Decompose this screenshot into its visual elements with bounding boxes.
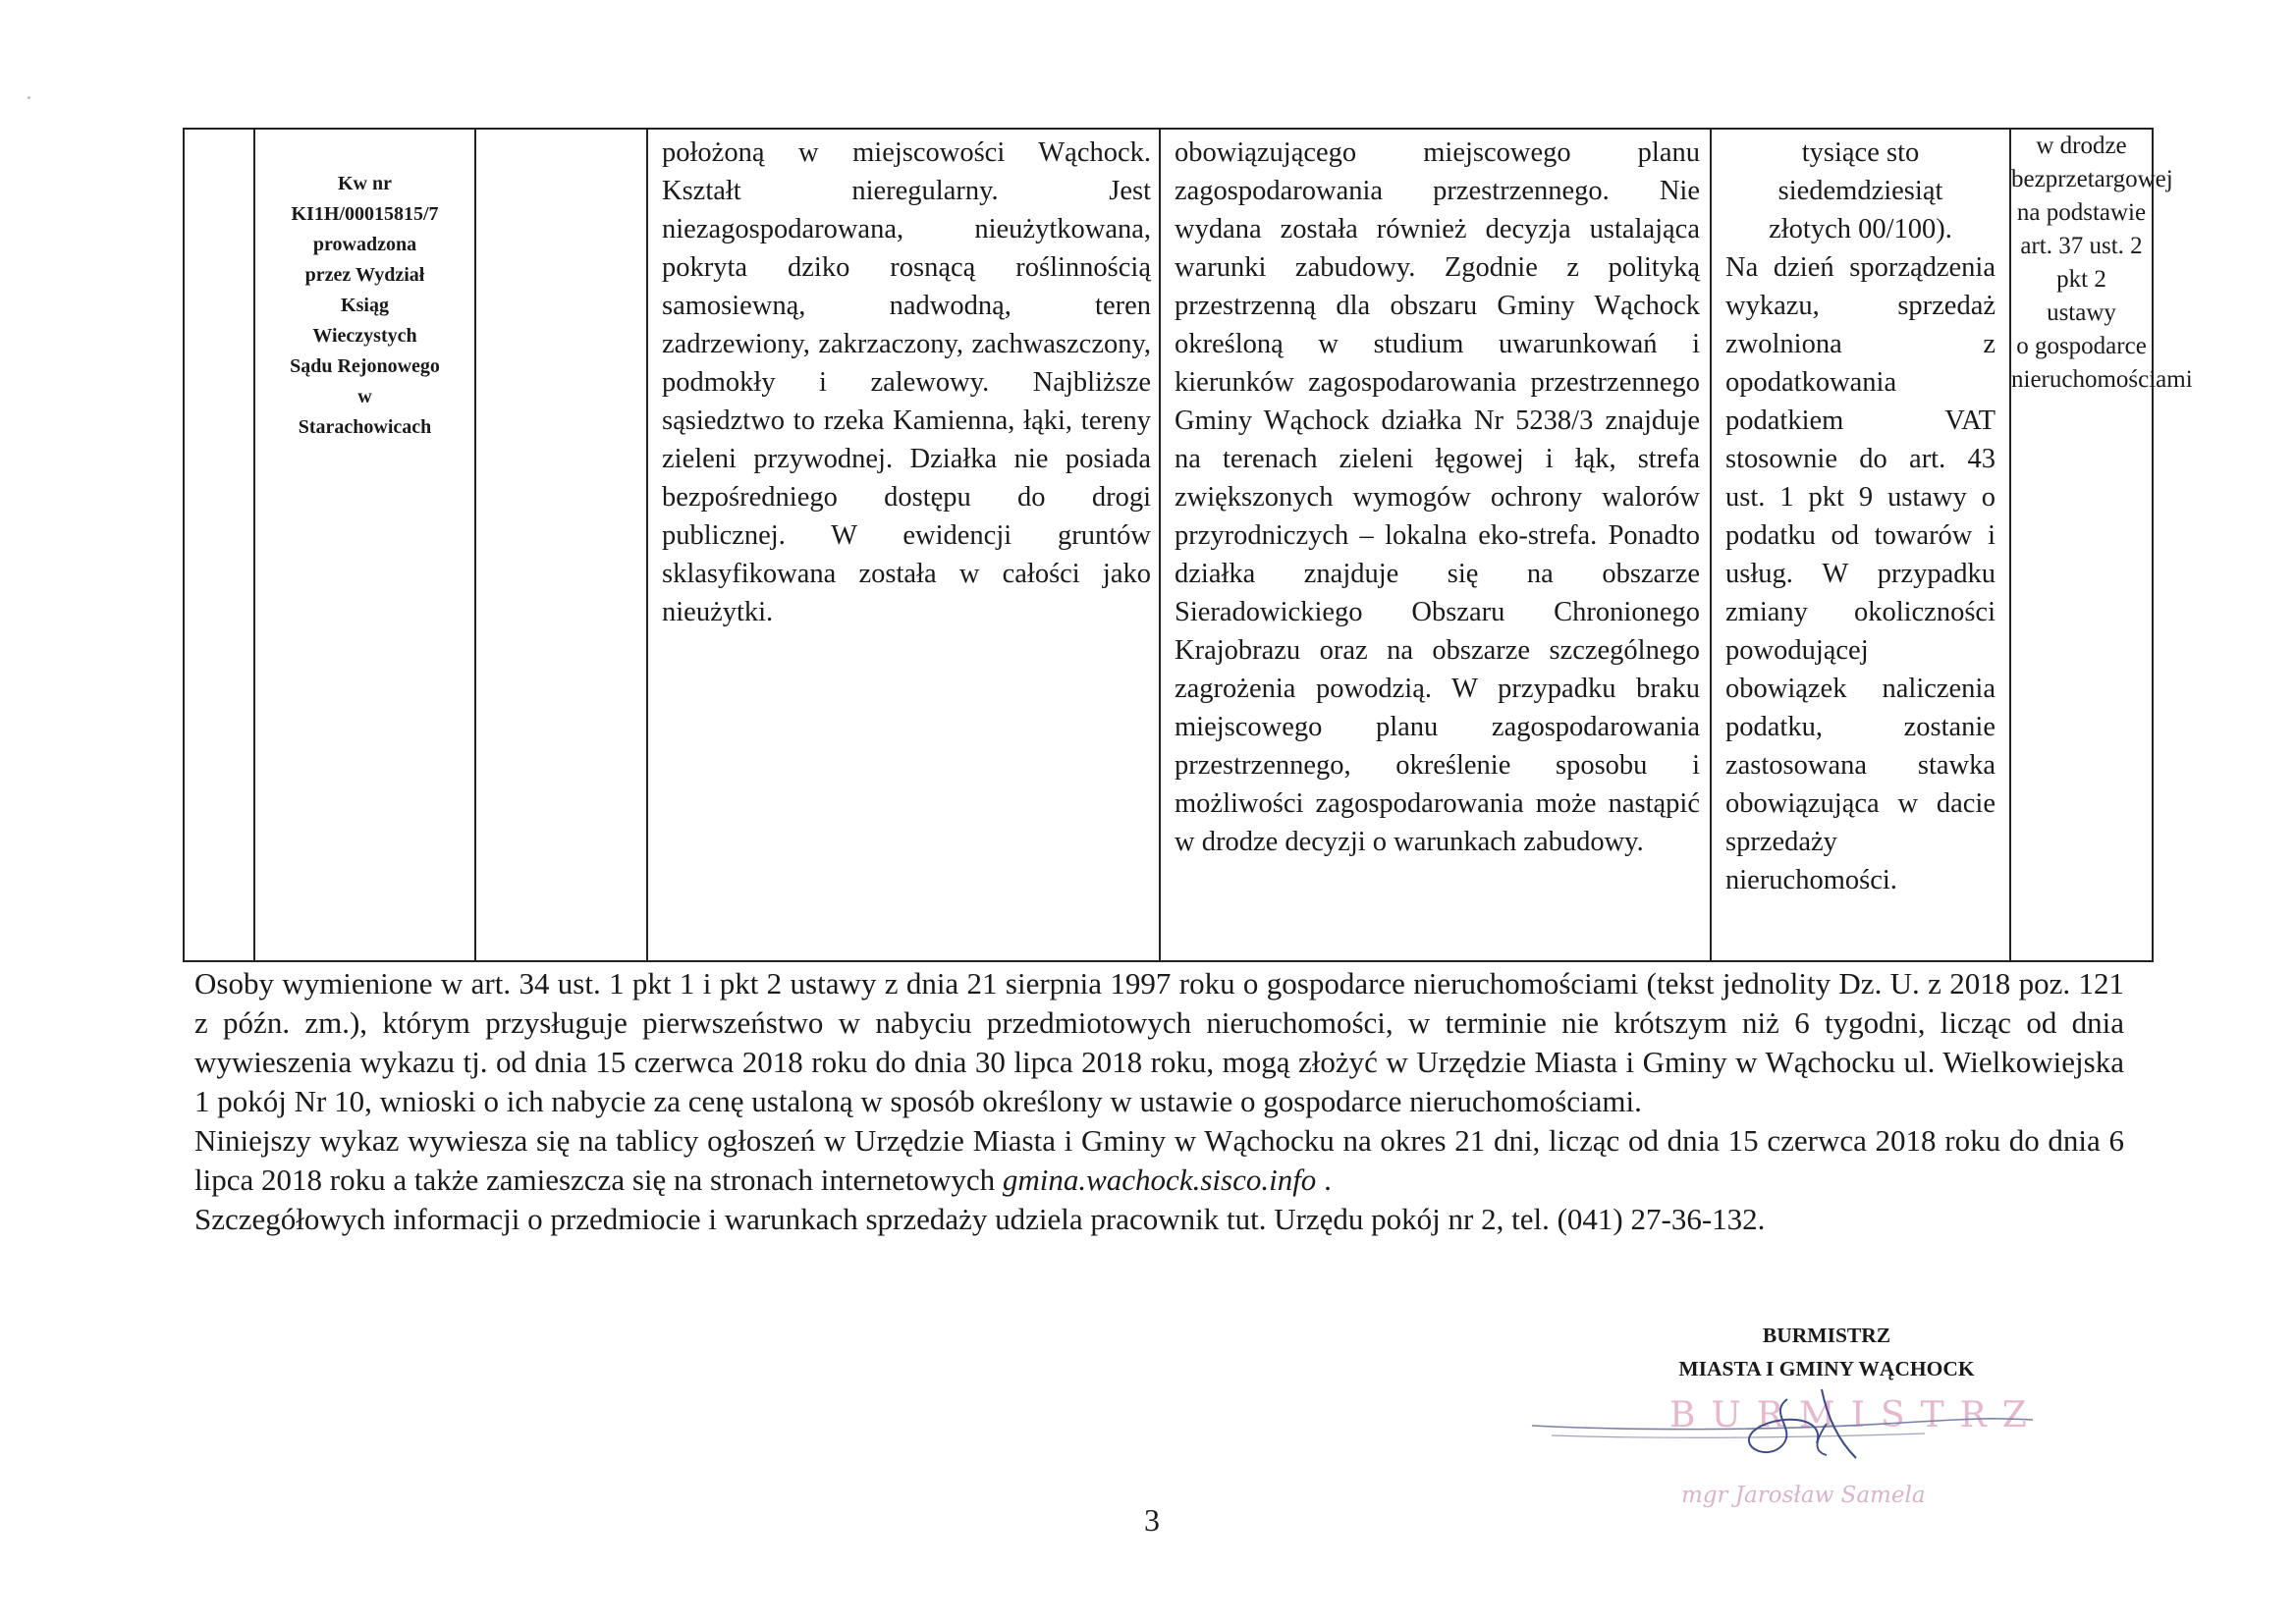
scan-speck: [27, 96, 30, 99]
mode-line: na podstawie: [2016, 199, 2147, 226]
kw-line: przez Wydział: [304, 264, 425, 286]
signatory-title-line2: MIASTA I GMINY WĄCHOCK: [1678, 1357, 1975, 1380]
cell-description: położoną w miejscowości Wąchock. Kształt nieregularny. Jest niezagospodarowana, nieużytkowana, pokryta dziko rosnącą roślinnością samosiewną, nadwodną, teren zadrzewiony, zakrzaczony, zachwaszczony, podmokły i zalewowy. Najbliższe sąsiedztwo to rzeka Kamienna, łąki, tereny zieleni przywodnej. Działka nie posiada bezpośredniego dostępu do drogi publicznej. W ewidencji gruntów sklasyfikowana została w całości jako nieużytki.: [647, 129, 1160, 961]
website-link[interactable]: gmina.wachock.sisco.info: [1002, 1163, 1317, 1197]
mode-line: w drodze: [2036, 133, 2127, 159]
kw-line: w: [357, 386, 372, 407]
signatory-title: [1542, 1319, 2111, 1385]
table-row: [184, 129, 2153, 961]
note-publication-end: .: [1316, 1163, 1332, 1197]
kw-line: Sądu Rejonowego: [290, 355, 440, 377]
cell-area: [475, 129, 647, 961]
cell-zoning-plan: obowiązującego miejscowego planu zagospodarowania przestrzennego. Nie wydana została również decyzja ustalająca warunki zabudowy. Zgodnie z polityką przestrzenną dla obszaru Gminy Wąchock określoną w studium uwarunkowań i kierunków zagospodarowania przestrzennego Gminy Wąchock działka Nr 5238/3 znajduje na terenach zieleni łęgowej i łąk, strefa zwiększonych wymogów ochrony walorów przyrodniczych – lokalna eko-strefa. Ponadto działka znajduje się na obszarze Sieradowickiego Obszaru Chronionego Krajobrazu oraz na obszarze szczególnego zagrożenia powodzią. W przypadku braku miejscowego planu zagospodarowania przestrzennego, określenie sposobu i możliwości zagospodarowania może nastąpić w drodze decyzji o warunkach zabudowy.: [1160, 129, 1711, 961]
page-number: 3: [1144, 1502, 1160, 1538]
kw-line: KI1H/00015815/7: [291, 203, 439, 225]
kw-line: prowadzona: [312, 234, 417, 255]
cell-price: [1711, 129, 2010, 961]
note-contact: Szczegółowych informacji o przedmiocie i warunkach sprzedaży udziela pracownik tut. Urzędu pokój nr 2, tel. (041) 27-36-132.: [194, 1202, 1766, 1236]
cell-index: [184, 129, 254, 961]
mode-line: nieruchomościami: [2011, 366, 2193, 393]
handwritten-signature: [1532, 1384, 2043, 1517]
property-table: [183, 128, 2193, 962]
note-publication: [194, 1121, 2124, 1200]
official-stamp: BURMISTRZ: [1669, 1395, 2043, 1435]
price-line: siedemdziesiąt: [1777, 176, 1943, 206]
note-publication-text: Niniejszy wykaz wywiesza się na tablicy ogłoszeń w Urzędzie Miasta i Gminy w Wąchocku na okres 21 dni, licząc od dnia 15 czerwca 2018 roku do dnia 6 lipca 2018 roku a także zamieszcza się na stronach internetowych: [194, 1123, 2124, 1197]
price-line: tysiące sto: [1801, 137, 1920, 168]
price-vat-text: Na dzień sporządzenia wykazu, sprzedaż zwolniona z opodatkowania podatkiem VAT stosownie do art. 43 ust. 1 pkt 9 ustawy o podatku od towarów i usług. W przypadku zmiany okoliczności powodującej obowiązek naliczenia podatku, zostanie zastosowana stawka obowiązująca w dacie sprzedaży nieruchomości.: [1725, 252, 1995, 895]
notes-section: [194, 964, 2124, 1239]
note-priority: Osoby wymienione w art. 34 ust. 1 pkt 1 i pkt 2 ustawy z dnia 21 sierpnia 1997 roku o gospodarce nieruchomościami (tekst jednolity Dz. U. z 2018 poz. 121 z późn. zm.), którym przysługuje pierwszeństwo w nabyciu przedmiotowych nieruchomości, w terminie nie krótszym niż 6 tygodni, licząc od dnia wywieszenia wykazu tj. od dnia 15 czerwca 2018 roku do dnia 30 lipca 2018 roku, mogą złożyć w Urzędzie Miasta i Gminy w Wąchocku ul. Wielkowiejska 1 pokój Nr 10, wnioski o ich nabycie za cenę ustaloną w sposób określony w ustawie o gospodarce nieruchomościami.: [194, 966, 2124, 1118]
kw-line: Kw nr: [338, 173, 392, 194]
mode-line: art. 37 ust. 2 pkt 2: [2020, 233, 2143, 293]
signatory-title-line1: BURMISTRZ: [1762, 1324, 1891, 1347]
mode-line: o gospodarce: [2016, 333, 2147, 359]
cell-sale-mode: [2010, 129, 2193, 961]
stamp-name: mgr Jarosław Samela: [1681, 1483, 1926, 1508]
mode-line: ustawy: [2047, 299, 2116, 326]
kw-line: Wieczystych: [312, 325, 417, 347]
mode-line: bezprzetargowej: [2011, 166, 2173, 192]
cell-land-register: [254, 129, 475, 961]
kw-line: Ksiąg: [341, 295, 389, 316]
kw-line: Starachowicach: [298, 416, 432, 438]
price-line: złotych 00/100).: [1769, 214, 1952, 244]
